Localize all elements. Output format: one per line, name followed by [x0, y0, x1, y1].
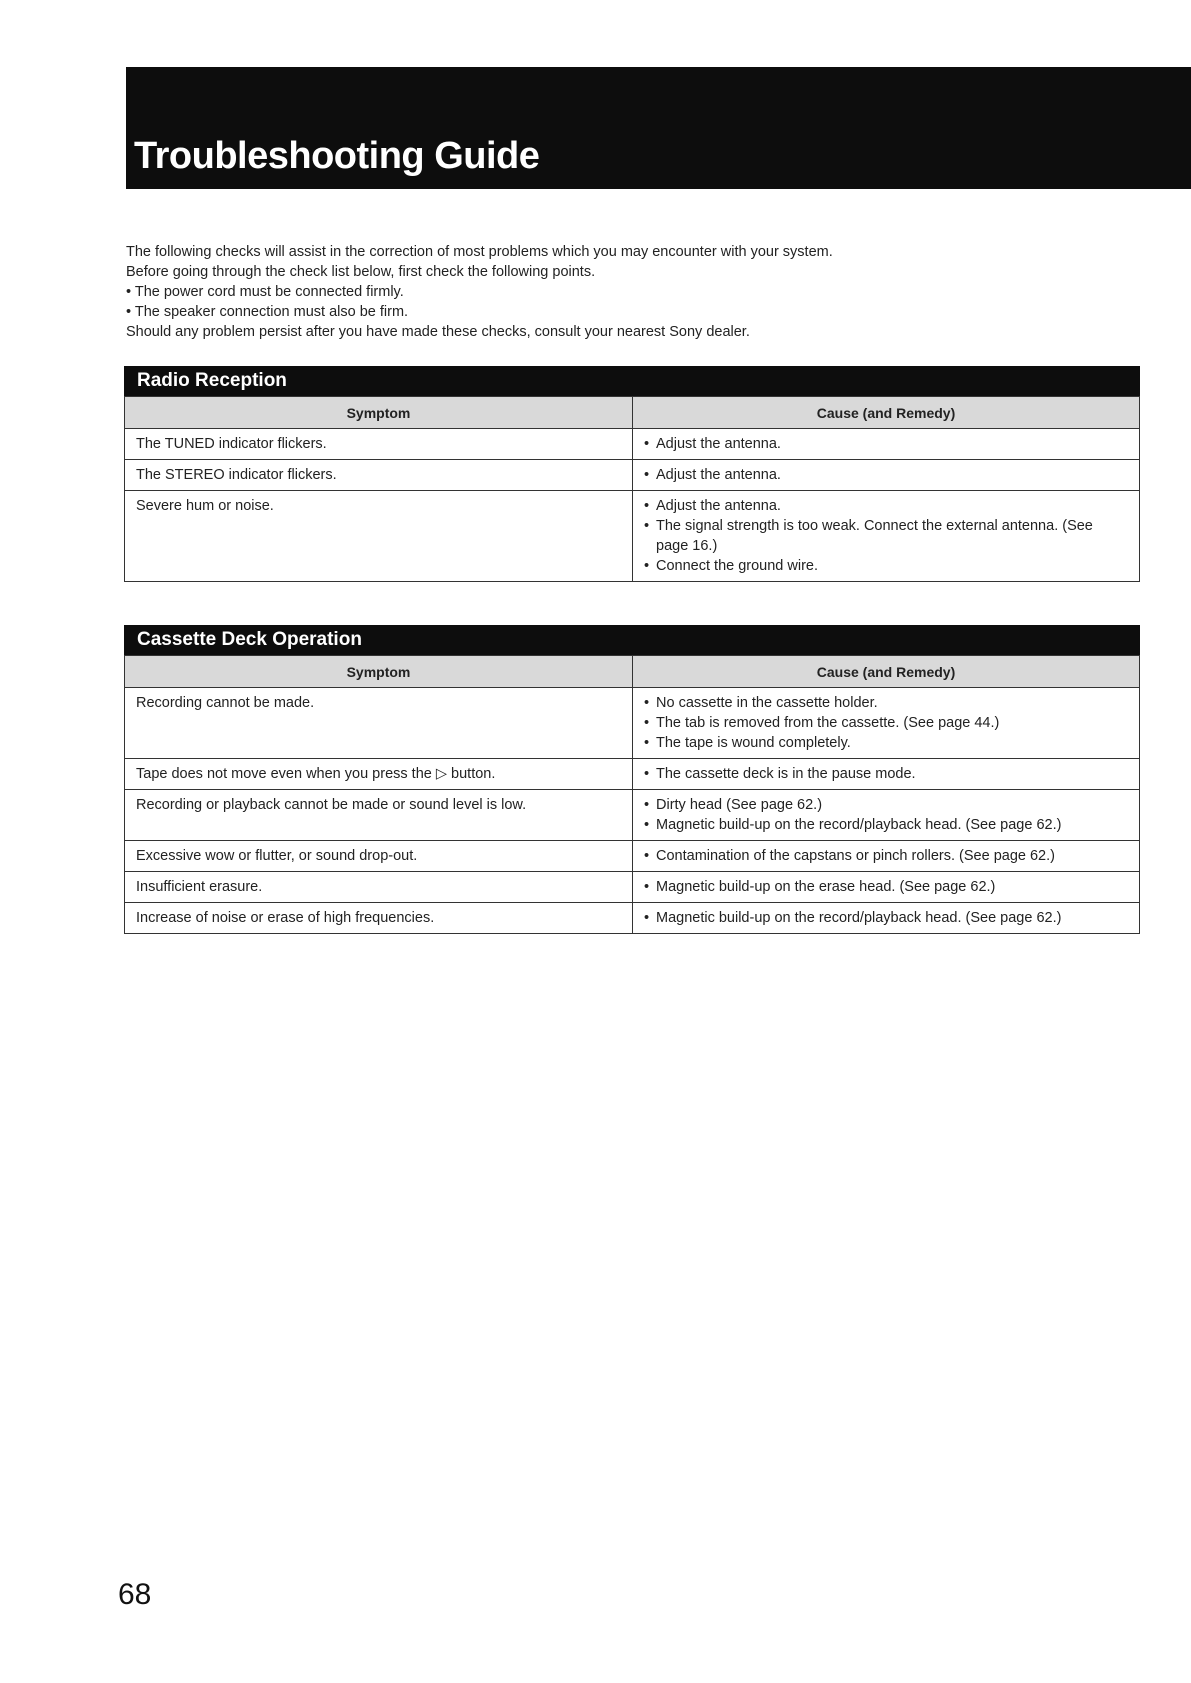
cause-item: • Contamination of the capstans or pinch rollers. (See page 62.): [644, 846, 1129, 866]
intro-bullet: • The power cord must be connected firmly.: [126, 284, 404, 300]
cause-header: Cause (and Remedy): [633, 656, 1140, 688]
cause-cell: [633, 903, 1140, 934]
cause-cell: [633, 872, 1140, 903]
cause-item: • Dirty head (See page 62.): [644, 795, 1129, 815]
cause-cell: [633, 491, 1140, 582]
cause-item: • Magnetic build-up on the record/playback head. (See page 62.): [644, 815, 1129, 835]
cause-item: • Adjust the antenna.: [644, 465, 1129, 485]
page-number: 68: [118, 1578, 152, 1611]
symptom-cell: The STEREO indicator flickers.: [125, 460, 633, 491]
cause-cell: [633, 759, 1140, 790]
table-row: [125, 759, 1140, 790]
symptom-cell: Tape does not move even when you press the ▷ button.: [125, 759, 633, 790]
symptom-cell: Recording or playback cannot be made or sound level is low.: [125, 790, 633, 841]
symptom-cell: The TUNED indicator flickers.: [125, 429, 633, 460]
symptom-header: Symptom: [125, 397, 633, 429]
section-heading: Radio Reception: [124, 366, 1140, 396]
section-heading: Cassette Deck Operation: [124, 625, 1140, 655]
cause-item: • Connect the ground wire.: [644, 556, 1129, 576]
cassette-deck-table: [124, 655, 1140, 934]
symptom-cell: Recording cannot be made.: [125, 688, 633, 759]
cause-item: • The cassette deck is in the pause mode.: [644, 764, 1129, 784]
cause-cell: [633, 841, 1140, 872]
symptom-cell: Severe hum or noise.: [125, 491, 633, 582]
table-row: [125, 460, 1140, 491]
cause-cell: [633, 790, 1140, 841]
cause-cell: [633, 688, 1140, 759]
intro-line: Should any problem persist after you have made these checks, consult your nearest Sony dealer.: [126, 324, 750, 340]
symptom-header: Symptom: [125, 656, 633, 688]
table-row: [125, 429, 1140, 460]
table-row: [125, 872, 1140, 903]
symptom-cell: Insufficient erasure.: [125, 872, 633, 903]
radio-reception-section: [124, 366, 1140, 582]
cause-item: • The signal strength is too weak. Connect the external antenna. (See page 16.): [644, 516, 1129, 556]
intro-bullet: • The speaker connection must also be firm.: [126, 304, 409, 320]
cause-item: • The tape is wound completely.: [644, 733, 1129, 753]
cause-item: • No cassette in the cassette holder.: [644, 693, 1129, 713]
intro-line: The following checks will assist in the correction of most problems which you may encounter with your system.: [126, 244, 833, 260]
cause-item: • Magnetic build-up on the erase head. (See page 62.): [644, 877, 1129, 897]
symptom-cell: Excessive wow or flutter, or sound drop-out.: [125, 841, 633, 872]
table-row: [125, 790, 1140, 841]
table-row: [125, 688, 1140, 759]
radio-reception-table: [124, 396, 1140, 582]
table-row: [125, 903, 1140, 934]
cause-cell: [633, 460, 1140, 491]
table-row: [125, 491, 1140, 582]
symptom-cell: Increase of noise or erase of high frequencies.: [125, 903, 633, 934]
intro-line: Before going through the check list below, first check the following points.: [126, 264, 596, 280]
cause-header: Cause (and Remedy): [633, 397, 1140, 429]
cassette-deck-section: [124, 625, 1140, 934]
cause-item: • Adjust the antenna.: [644, 434, 1129, 454]
cause-item: • The tab is removed from the cassette. (See page 44.): [644, 713, 1129, 733]
cause-item: • Adjust the antenna.: [644, 496, 1129, 516]
cause-cell: [633, 429, 1140, 460]
table-row: [125, 841, 1140, 872]
page-title: Troubleshooting Guide: [134, 135, 540, 177]
intro-text: [126, 242, 1076, 342]
cause-item: • Magnetic build-up on the record/playback head. (See page 62.): [644, 908, 1129, 928]
